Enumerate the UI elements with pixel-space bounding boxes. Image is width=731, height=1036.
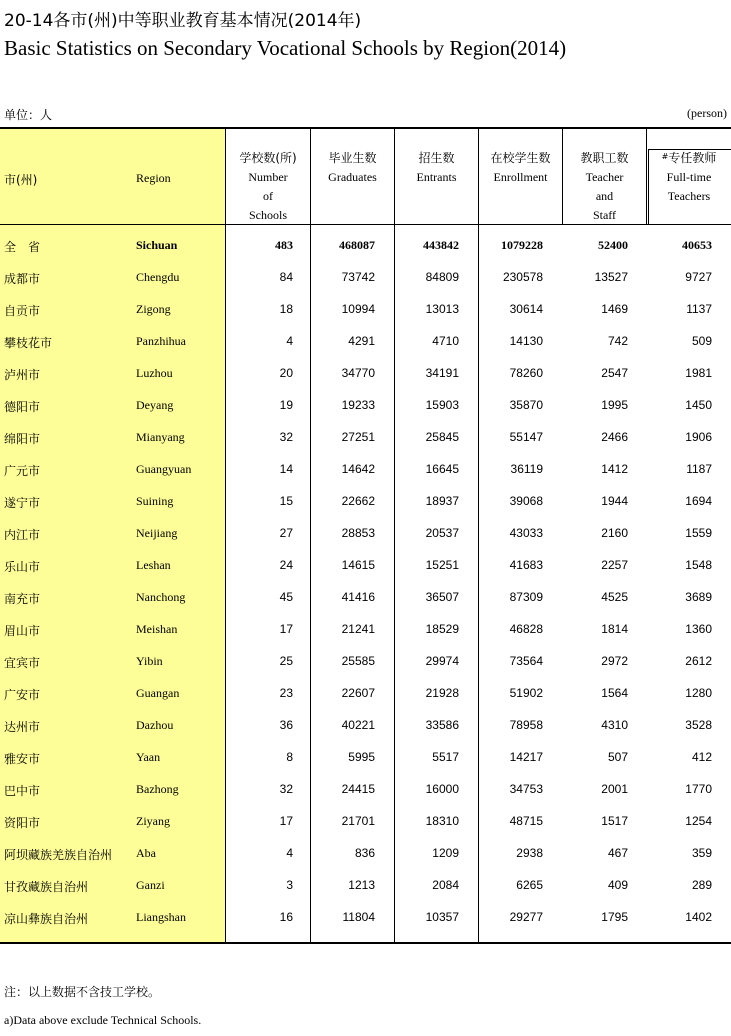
cell-enrollment: 14130 [509, 334, 543, 348]
cell-schools: 36 [279, 718, 293, 732]
cell-teachers: 412 [691, 750, 712, 764]
cell-enrollment: 14217 [509, 750, 543, 764]
cell-entrants: 1209 [432, 846, 459, 860]
cell-schools: 45 [279, 590, 293, 604]
region-name-cn: 乐山市 [4, 560, 41, 574]
cell-enrollment: 73564 [509, 654, 543, 668]
cell-entrants: 20537 [425, 526, 459, 540]
region-name-en: Yibin [136, 654, 163, 668]
cell-enrollment: 34753 [509, 782, 543, 796]
table-row [0, 549, 731, 581]
region-name-cn: 遂宁市 [4, 496, 41, 510]
cell-schools: 25 [279, 654, 293, 668]
region-name-cn: 雅安市 [4, 752, 41, 766]
cell-enrollment: 29277 [509, 910, 543, 924]
region-name-cn: 广元市 [4, 464, 41, 478]
cell-graduates: 21701 [341, 814, 375, 828]
region-name-en: Zigong [136, 302, 171, 316]
region-name-cn: 凉山彝族自治州 [4, 912, 89, 926]
region-name-en: Chengdu [136, 270, 180, 284]
cell-schools: 32 [279, 782, 293, 796]
cell-entrants: 443842 [423, 238, 459, 252]
cell-graduates: 1213 [348, 878, 375, 892]
page-title-en: Basic Statistics on Secondary Vocational Schools by Region(2014) [4, 36, 567, 60]
header-enrollment: 在校学生数 Enrollment [490, 151, 551, 184]
cell-enrollment: 78958 [509, 718, 543, 732]
cell-schools: 27 [279, 526, 293, 540]
column-divider [646, 129, 647, 225]
cell-enrollment: 51902 [509, 686, 543, 700]
cell-staff: 2466 [601, 430, 628, 444]
region-name-cn: 巴中市 [4, 784, 41, 798]
cell-graduates: 5995 [348, 750, 375, 764]
table-row [0, 293, 731, 325]
cell-entrants: 2084 [432, 878, 459, 892]
cell-teachers: 1694 [685, 494, 712, 508]
table-row [0, 805, 731, 837]
cell-graduates: 28853 [341, 526, 375, 540]
region-name-cn: 广安市 [4, 688, 41, 702]
region-name-en: Guangyuan [136, 462, 192, 476]
cell-schools: 18 [279, 302, 293, 316]
cell-enrollment: 30614 [509, 302, 543, 316]
cell-staff: 52400 [598, 238, 628, 252]
cell-staff: 4525 [601, 590, 628, 604]
cell-enrollment: 6265 [516, 878, 543, 892]
cell-schools: 3 [286, 878, 293, 892]
cell-enrollment: 78260 [509, 366, 543, 380]
cell-staff: 2160 [601, 526, 628, 540]
cell-schools: 32 [279, 430, 293, 444]
cell-graduates: 4291 [348, 334, 375, 348]
cell-schools: 14 [279, 462, 293, 476]
cell-graduates: 24415 [341, 782, 375, 796]
cell-entrants: 15903 [425, 398, 459, 412]
cell-entrants: 18937 [425, 494, 459, 508]
table-row [0, 325, 731, 357]
region-name-en: Leshan [136, 558, 171, 572]
table-row [0, 773, 731, 805]
region-name-cn: 资阳市 [4, 816, 41, 830]
cell-staff: 1412 [601, 462, 628, 476]
header-entrants: 招生数 Entrants [416, 151, 457, 184]
table-row [0, 741, 731, 773]
cell-graduates: 468087 [339, 238, 375, 252]
cell-teachers: 40653 [682, 238, 712, 252]
cell-teachers: 1137 [686, 302, 712, 316]
region-name-en: Luzhou [136, 366, 173, 380]
region-name-cn: 阿坝藏族羌族自治州 [4, 848, 113, 862]
cell-enrollment: 55147 [509, 430, 543, 444]
table-row [0, 229, 731, 261]
region-name-cn: 成都市 [4, 272, 41, 286]
cell-enrollment: 48715 [509, 814, 543, 828]
region-name-en: Panzhihua [136, 334, 186, 348]
cell-enrollment: 41683 [509, 558, 543, 572]
cell-graduates: 25585 [341, 654, 375, 668]
cell-staff: 1469 [601, 302, 628, 316]
region-name-en: Mianyang [136, 430, 185, 444]
cell-staff: 1795 [601, 910, 628, 924]
region-name-cn: 全 省 [4, 240, 41, 254]
table-row [0, 677, 731, 709]
cell-schools: 20 [279, 366, 293, 380]
header-staff: 教职工数 Teacher and Staff [580, 151, 629, 222]
cell-teachers: 1360 [685, 622, 712, 636]
region-name-cn: 内江市 [4, 528, 41, 542]
cell-graduates: 11804 [342, 910, 375, 924]
cell-graduates: 836 [354, 846, 375, 860]
cell-entrants: 34191 [425, 366, 459, 380]
cell-enrollment: 36119 [510, 462, 543, 476]
cell-teachers: 1254 [685, 814, 712, 828]
cell-entrants: 36507 [425, 590, 459, 604]
cell-schools: 19 [279, 398, 293, 412]
cell-graduates: 19233 [341, 398, 375, 412]
cell-enrollment: 35870 [509, 398, 543, 412]
table-row [0, 709, 731, 741]
table-row [0, 517, 731, 549]
cell-teachers: 1548 [685, 558, 712, 572]
region-name-en: Ganzi [136, 878, 165, 892]
note-en: a)Data above exclude Technical Schools. [4, 1013, 202, 1027]
cell-teachers: 1280 [685, 686, 712, 700]
region-name-cn: 自贡市 [4, 304, 41, 318]
cell-schools: 84 [279, 270, 293, 284]
region-name-cn: 泸州市 [4, 368, 41, 382]
unit-label-en: (person) [687, 106, 727, 120]
region-name-en: Nanchong [136, 590, 186, 604]
region-name-en: Meishan [136, 622, 178, 636]
region-name-en: Liangshan [136, 910, 186, 924]
cell-teachers: 1981 [685, 366, 712, 380]
unit-label-cn: 单位：人 [4, 108, 53, 122]
cell-staff: 1517 [601, 814, 628, 828]
header-city-cn: 市(州) [4, 173, 38, 187]
cell-teachers: 3528 [685, 718, 712, 732]
table-row [0, 901, 731, 933]
table-row [0, 645, 731, 677]
table-row [0, 485, 731, 517]
page-title-cn: 20-14各市(州)中等职业教育基本情况(2014年) [4, 11, 362, 31]
table-row [0, 581, 731, 613]
region-name-en: Aba [136, 846, 156, 860]
region-name-en: Yaan [136, 750, 161, 764]
cell-staff: 1564 [601, 686, 628, 700]
cell-entrants: 18529 [425, 622, 459, 636]
cell-staff: 2547 [601, 366, 628, 380]
cell-entrants: 16645 [425, 462, 459, 476]
cell-staff: 1995 [601, 398, 628, 412]
cell-schools: 483 [275, 238, 293, 252]
cell-graduates: 22662 [341, 494, 375, 508]
cell-staff: 13527 [594, 270, 628, 284]
cell-graduates: 14615 [341, 558, 375, 572]
cell-graduates: 14642 [341, 462, 375, 476]
cell-enrollment: 1079228 [501, 238, 543, 252]
cell-staff: 1944 [601, 494, 628, 508]
cell-staff: 4310 [601, 718, 628, 732]
cell-schools: 8 [286, 750, 293, 764]
cell-graduates: 21241 [341, 622, 375, 636]
cell-graduates: 10994 [341, 302, 375, 316]
table-row [0, 357, 731, 389]
cell-graduates: 27251 [341, 430, 375, 444]
cell-graduates: 40221 [341, 718, 375, 732]
cell-entrants: 21928 [425, 686, 459, 700]
cell-staff: 1814 [601, 622, 628, 636]
cell-staff: 507 [607, 750, 628, 764]
cell-entrants: 5517 [432, 750, 459, 764]
region-name-cn: 宜宾市 [4, 656, 41, 670]
cell-teachers: 1187 [686, 462, 712, 476]
cell-entrants: 18310 [425, 814, 459, 828]
cell-schools: 4 [286, 334, 293, 348]
cell-staff: 742 [607, 334, 628, 348]
cell-teachers: 289 [691, 878, 712, 892]
cell-graduates: 34770 [341, 366, 375, 380]
cell-staff: 2001 [601, 782, 628, 796]
cell-schools: 15 [279, 494, 293, 508]
cell-entrants: 29974 [425, 654, 459, 668]
cell-teachers: 1402 [685, 910, 712, 924]
cell-entrants: 4710 [432, 334, 459, 348]
cell-entrants: 16000 [425, 782, 459, 796]
cell-teachers: 2612 [685, 654, 712, 668]
cell-entrants: 13013 [425, 302, 459, 316]
cell-entrants: 25845 [425, 430, 459, 444]
cell-entrants: 84809 [425, 270, 459, 284]
note-cn: 注：以上数据不含技工学校。 [4, 985, 161, 999]
region-name-cn: 德阳市 [4, 400, 41, 414]
cell-teachers: 1770 [685, 782, 712, 796]
region-name-en: Neijiang [136, 526, 178, 540]
table-row [0, 869, 731, 901]
header-region-en: Region [136, 171, 171, 185]
region-name-cn: 南充市 [4, 592, 41, 606]
cell-entrants: 10357 [425, 910, 459, 924]
region-name-en: Guangan [136, 686, 180, 700]
region-name-en: Dazhou [136, 718, 174, 732]
table-row [0, 613, 731, 645]
region-name-cn: 达州市 [4, 720, 41, 734]
table-row [0, 421, 731, 453]
cell-enrollment: 43033 [509, 526, 543, 540]
cell-teachers: 1559 [685, 526, 712, 540]
table-row [0, 837, 731, 869]
table-row [0, 261, 731, 293]
region-name-cn: 攀枝花市 [4, 336, 53, 350]
cell-teachers: 9727 [685, 270, 712, 284]
cell-entrants: 15251 [425, 558, 459, 572]
cell-teachers: 3689 [685, 590, 712, 604]
cell-graduates: 73742 [341, 270, 375, 284]
table-row [0, 453, 731, 485]
cell-schools: 17 [279, 622, 293, 636]
header-schools: 学校数(所) Number of Schools [239, 151, 297, 222]
header-teachers: #专任教师 Full-time Teachers [661, 151, 717, 203]
cell-enrollment: 39068 [509, 494, 543, 508]
cell-teachers: 359 [691, 846, 712, 860]
cell-schools: 23 [279, 686, 293, 700]
region-name-en: Ziyang [136, 814, 170, 828]
header-graduates: 毕业生数 Graduates [328, 151, 377, 184]
cell-staff: 2972 [601, 654, 628, 668]
cell-enrollment: 46828 [509, 622, 543, 636]
cell-teachers: 509 [691, 334, 712, 348]
region-name-cn: 甘孜藏族自治州 [4, 880, 89, 894]
region-name-en: Bazhong [136, 782, 179, 796]
cell-schools: 24 [279, 558, 293, 572]
table-row [0, 389, 731, 421]
cell-teachers: 1450 [685, 398, 712, 412]
cell-schools: 4 [286, 846, 293, 860]
footnote-mark: # [661, 152, 669, 161]
cell-enrollment: 87309 [509, 590, 543, 604]
cell-graduates: 22607 [341, 686, 375, 700]
cell-schools: 16 [279, 910, 293, 924]
region-name-en: Deyang [136, 398, 174, 412]
cell-graduates: 41416 [341, 590, 375, 604]
cell-enrollment: 230578 [502, 270, 543, 284]
region-name-cn: 绵阳市 [4, 432, 41, 446]
region-name-en: Sichuan [136, 238, 178, 252]
cell-enrollment: 2938 [516, 846, 543, 860]
region-name-cn: 眉山市 [4, 624, 41, 638]
region-name-en: Suining [136, 494, 174, 508]
statistics-table [0, 127, 731, 944]
cell-staff: 467 [607, 846, 628, 860]
cell-teachers: 1906 [685, 430, 712, 444]
cell-staff: 2257 [601, 558, 628, 572]
cell-entrants: 33586 [425, 718, 459, 732]
cell-schools: 17 [279, 814, 293, 828]
cell-staff: 409 [607, 878, 628, 892]
